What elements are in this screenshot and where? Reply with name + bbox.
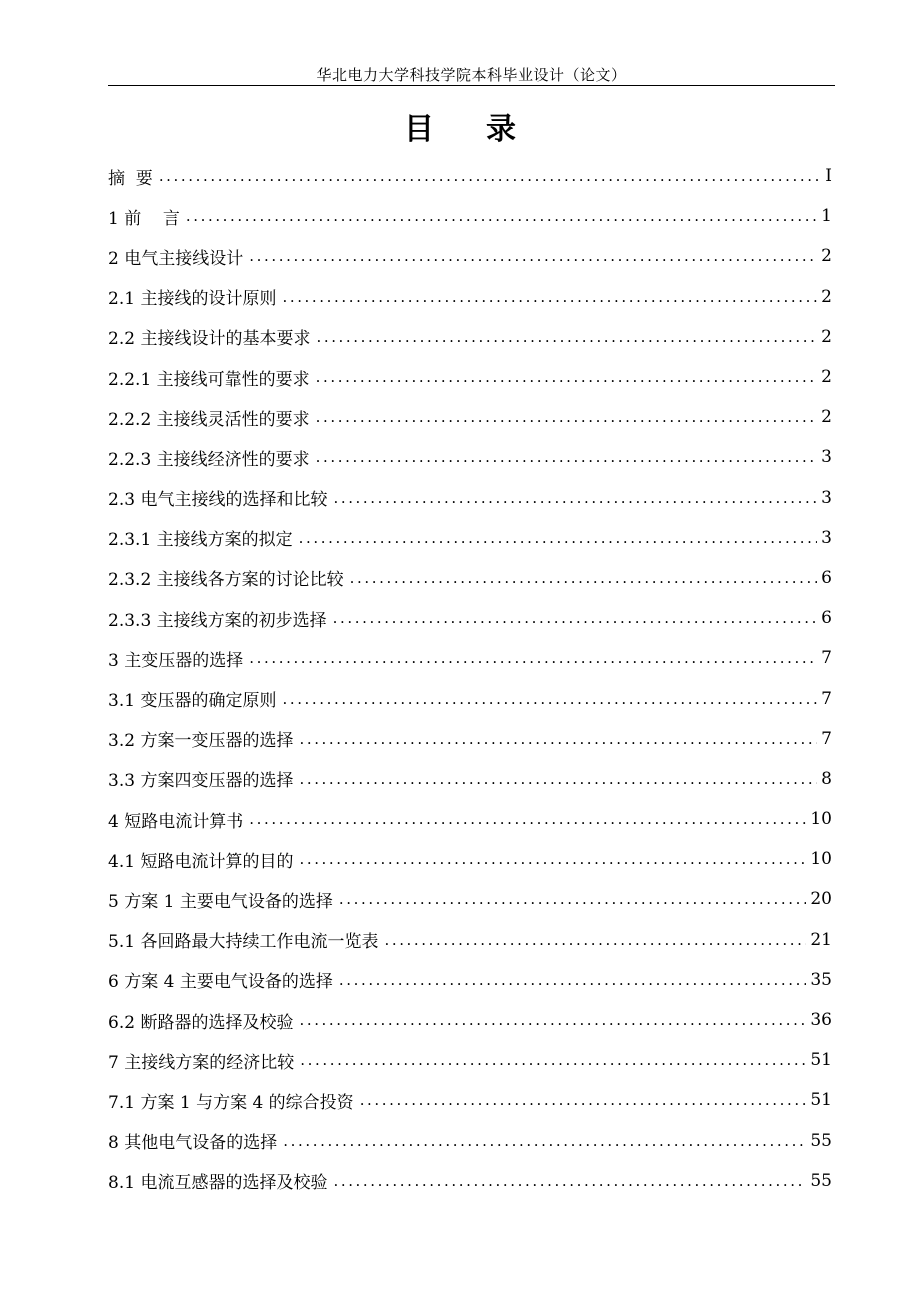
toc-entry-label: 4.1 短路电流计算的目的 (108, 851, 294, 872)
toc-entry-label: 2.3.2 主接线各方案的讨论比较 (108, 570, 344, 591)
header-rule (108, 85, 835, 86)
toc-entry-label: 2.2.3 主接线经济性的要求 (108, 449, 310, 470)
toc-entry-page: 6 (821, 567, 832, 588)
toc-entry-page: 3 (821, 487, 832, 508)
toc-entry[interactable] (108, 839, 832, 879)
toc-entry-page: 35 (810, 969, 832, 990)
toc-entry-label: 2.1 主接线的设计原则 (108, 289, 277, 310)
toc-entry-label: 摘 要 (108, 168, 153, 189)
toc-entry[interactable] (108, 277, 832, 317)
toc-entry-page: 36 (810, 1010, 832, 1031)
toc-entry-label: 2.2.2 主接线灵活性的要求 (108, 409, 310, 430)
toc-leader-dots (300, 1049, 806, 1071)
toc-entry-page: 7 (821, 688, 832, 709)
toc-entry-page: 10 (810, 809, 832, 830)
toc-leader-dots (316, 446, 818, 468)
toc-entry-page: 6 (821, 608, 832, 629)
toc-entry[interactable] (108, 799, 832, 839)
toc-entry-page: 7 (821, 648, 832, 669)
toc-entry-label: 3.3 方案四变压器的选择 (108, 771, 294, 792)
toc-entry-page: 51 (810, 1090, 832, 1111)
toc-entry[interactable] (108, 960, 832, 1000)
toc-entry-label: 2.3.1 主接线方案的拟定 (108, 530, 293, 551)
toc-entry[interactable] (108, 759, 832, 799)
toc-leader-dots (333, 487, 817, 509)
toc-entry-page: 2 (821, 367, 832, 388)
toc-entry-label: 6.2 断路器的选择及校验 (108, 1012, 294, 1033)
toc-leader-dots (333, 1170, 806, 1192)
toc-entry[interactable] (108, 1080, 832, 1120)
toc-entry-page: 8 (821, 768, 832, 789)
toc-leader-dots (249, 647, 817, 669)
toc-leader-dots (350, 567, 818, 589)
toc-entry[interactable] (108, 638, 832, 678)
toc-entry-page: 21 (810, 929, 832, 950)
toc-entry-label: 8.1 电流互感器的选择及校验 (108, 1173, 328, 1194)
toc-leader-dots (316, 366, 818, 388)
toc-leader-dots (339, 969, 807, 991)
toc-entry[interactable] (108, 558, 832, 598)
toc-entry-page: 20 (810, 889, 832, 910)
toc-entry-page: 7 (821, 728, 832, 749)
toc-entry-page: 2 (821, 326, 832, 347)
toc-entry-page: 10 (810, 849, 832, 870)
toc-entry-label: 6 方案 4 主要电气设备的选择 (108, 972, 333, 993)
toc-entry-label: 3.2 方案一变压器的选择 (108, 731, 294, 752)
toc-entry-page: 2 (821, 286, 832, 307)
toc-entry-label: 2.2.1 主接线可靠性的要求 (108, 369, 310, 390)
toc-entry[interactable] (108, 598, 832, 638)
toc-leader-dots (282, 286, 817, 308)
toc-entry[interactable] (108, 518, 832, 558)
toc-entry-page: 1 (821, 206, 832, 227)
page-title: 目录 (404, 112, 568, 147)
page-header: 华北电力大学科技学院本科毕业设计（论文） (316, 66, 627, 84)
toc-entry-label: 4 短路电流计算书 (108, 811, 244, 832)
toc-entry-page: 2 (821, 246, 832, 267)
toc-entry[interactable] (108, 879, 832, 919)
toc-entry[interactable] (108, 357, 832, 397)
toc-leader-dots (283, 1130, 806, 1152)
toc-entry[interactable] (108, 1000, 832, 1040)
toc-entry[interactable] (108, 437, 832, 477)
toc-entry[interactable] (108, 236, 832, 276)
toc-entry-label: 2.3.3 主接线方案的初步选择 (108, 610, 327, 631)
toc-leader-dots (249, 808, 806, 830)
toc-entry-label: 5.1 各回路最大持续工作电流一览表 (108, 932, 379, 953)
toc-leader-dots (299, 1009, 806, 1031)
toc-leader-dots (333, 607, 818, 629)
toc-entry[interactable] (108, 920, 832, 960)
toc-entry-label: 5 方案 1 主要电气设备的选择 (108, 891, 333, 912)
toc-entry-label: 7.1 方案 1 与方案 4 的综合投资 (108, 1092, 354, 1113)
toc-leader-dots (339, 888, 807, 910)
table-of-contents (108, 156, 832, 1201)
toc-entry-label: 7 主接线方案的经济比较 (108, 1052, 295, 1073)
toc-leader-dots (316, 326, 817, 348)
toc-entry-page: I (825, 166, 832, 187)
toc-entry-label: 3 主变压器的选择 (108, 650, 244, 671)
toc-entry[interactable] (108, 317, 832, 357)
toc-entry-page: 51 (810, 1050, 832, 1071)
toc-leader-dots (159, 165, 821, 187)
toc-entry-page: 2 (821, 407, 832, 428)
toc-entry[interactable] (108, 156, 832, 196)
toc-leader-dots (299, 527, 818, 549)
toc-entry-page: 3 (821, 447, 832, 468)
toc-entry-label: 2 电气主接线设计 (108, 248, 244, 269)
toc-entry[interactable] (108, 397, 832, 437)
toc-leader-dots (249, 245, 817, 267)
toc-entry-label: 2.2 主接线设计的基本要求 (108, 329, 311, 350)
toc-leader-dots (316, 406, 818, 428)
toc-leader-dots (186, 205, 817, 227)
toc-leader-dots (384, 929, 806, 951)
toc-leader-dots (360, 1089, 807, 1111)
toc-entry[interactable] (108, 196, 832, 236)
toc-entry[interactable] (108, 1161, 832, 1201)
toc-entry-page: 55 (810, 1170, 832, 1191)
toc-leader-dots (299, 728, 817, 750)
toc-entry[interactable] (108, 1121, 832, 1161)
toc-entry-label: 8 其他电气设备的选择 (108, 1133, 278, 1154)
toc-entry[interactable] (108, 719, 832, 759)
toc-entry-page: 55 (810, 1130, 832, 1151)
toc-entry[interactable] (108, 478, 832, 518)
toc-leader-dots (299, 768, 817, 790)
toc-entry[interactable] (108, 678, 832, 718)
toc-entry-label: 3.1 变压器的确定原则 (108, 691, 277, 712)
toc-leader-dots (299, 848, 806, 870)
toc-entry[interactable] (108, 1040, 832, 1080)
toc-entry-label: 1 前 言 (108, 208, 180, 229)
toc-entry-label: 2.3 电气主接线的选择和比较 (108, 490, 328, 511)
toc-leader-dots (282, 688, 817, 710)
toc-entry-page: 3 (821, 527, 832, 548)
